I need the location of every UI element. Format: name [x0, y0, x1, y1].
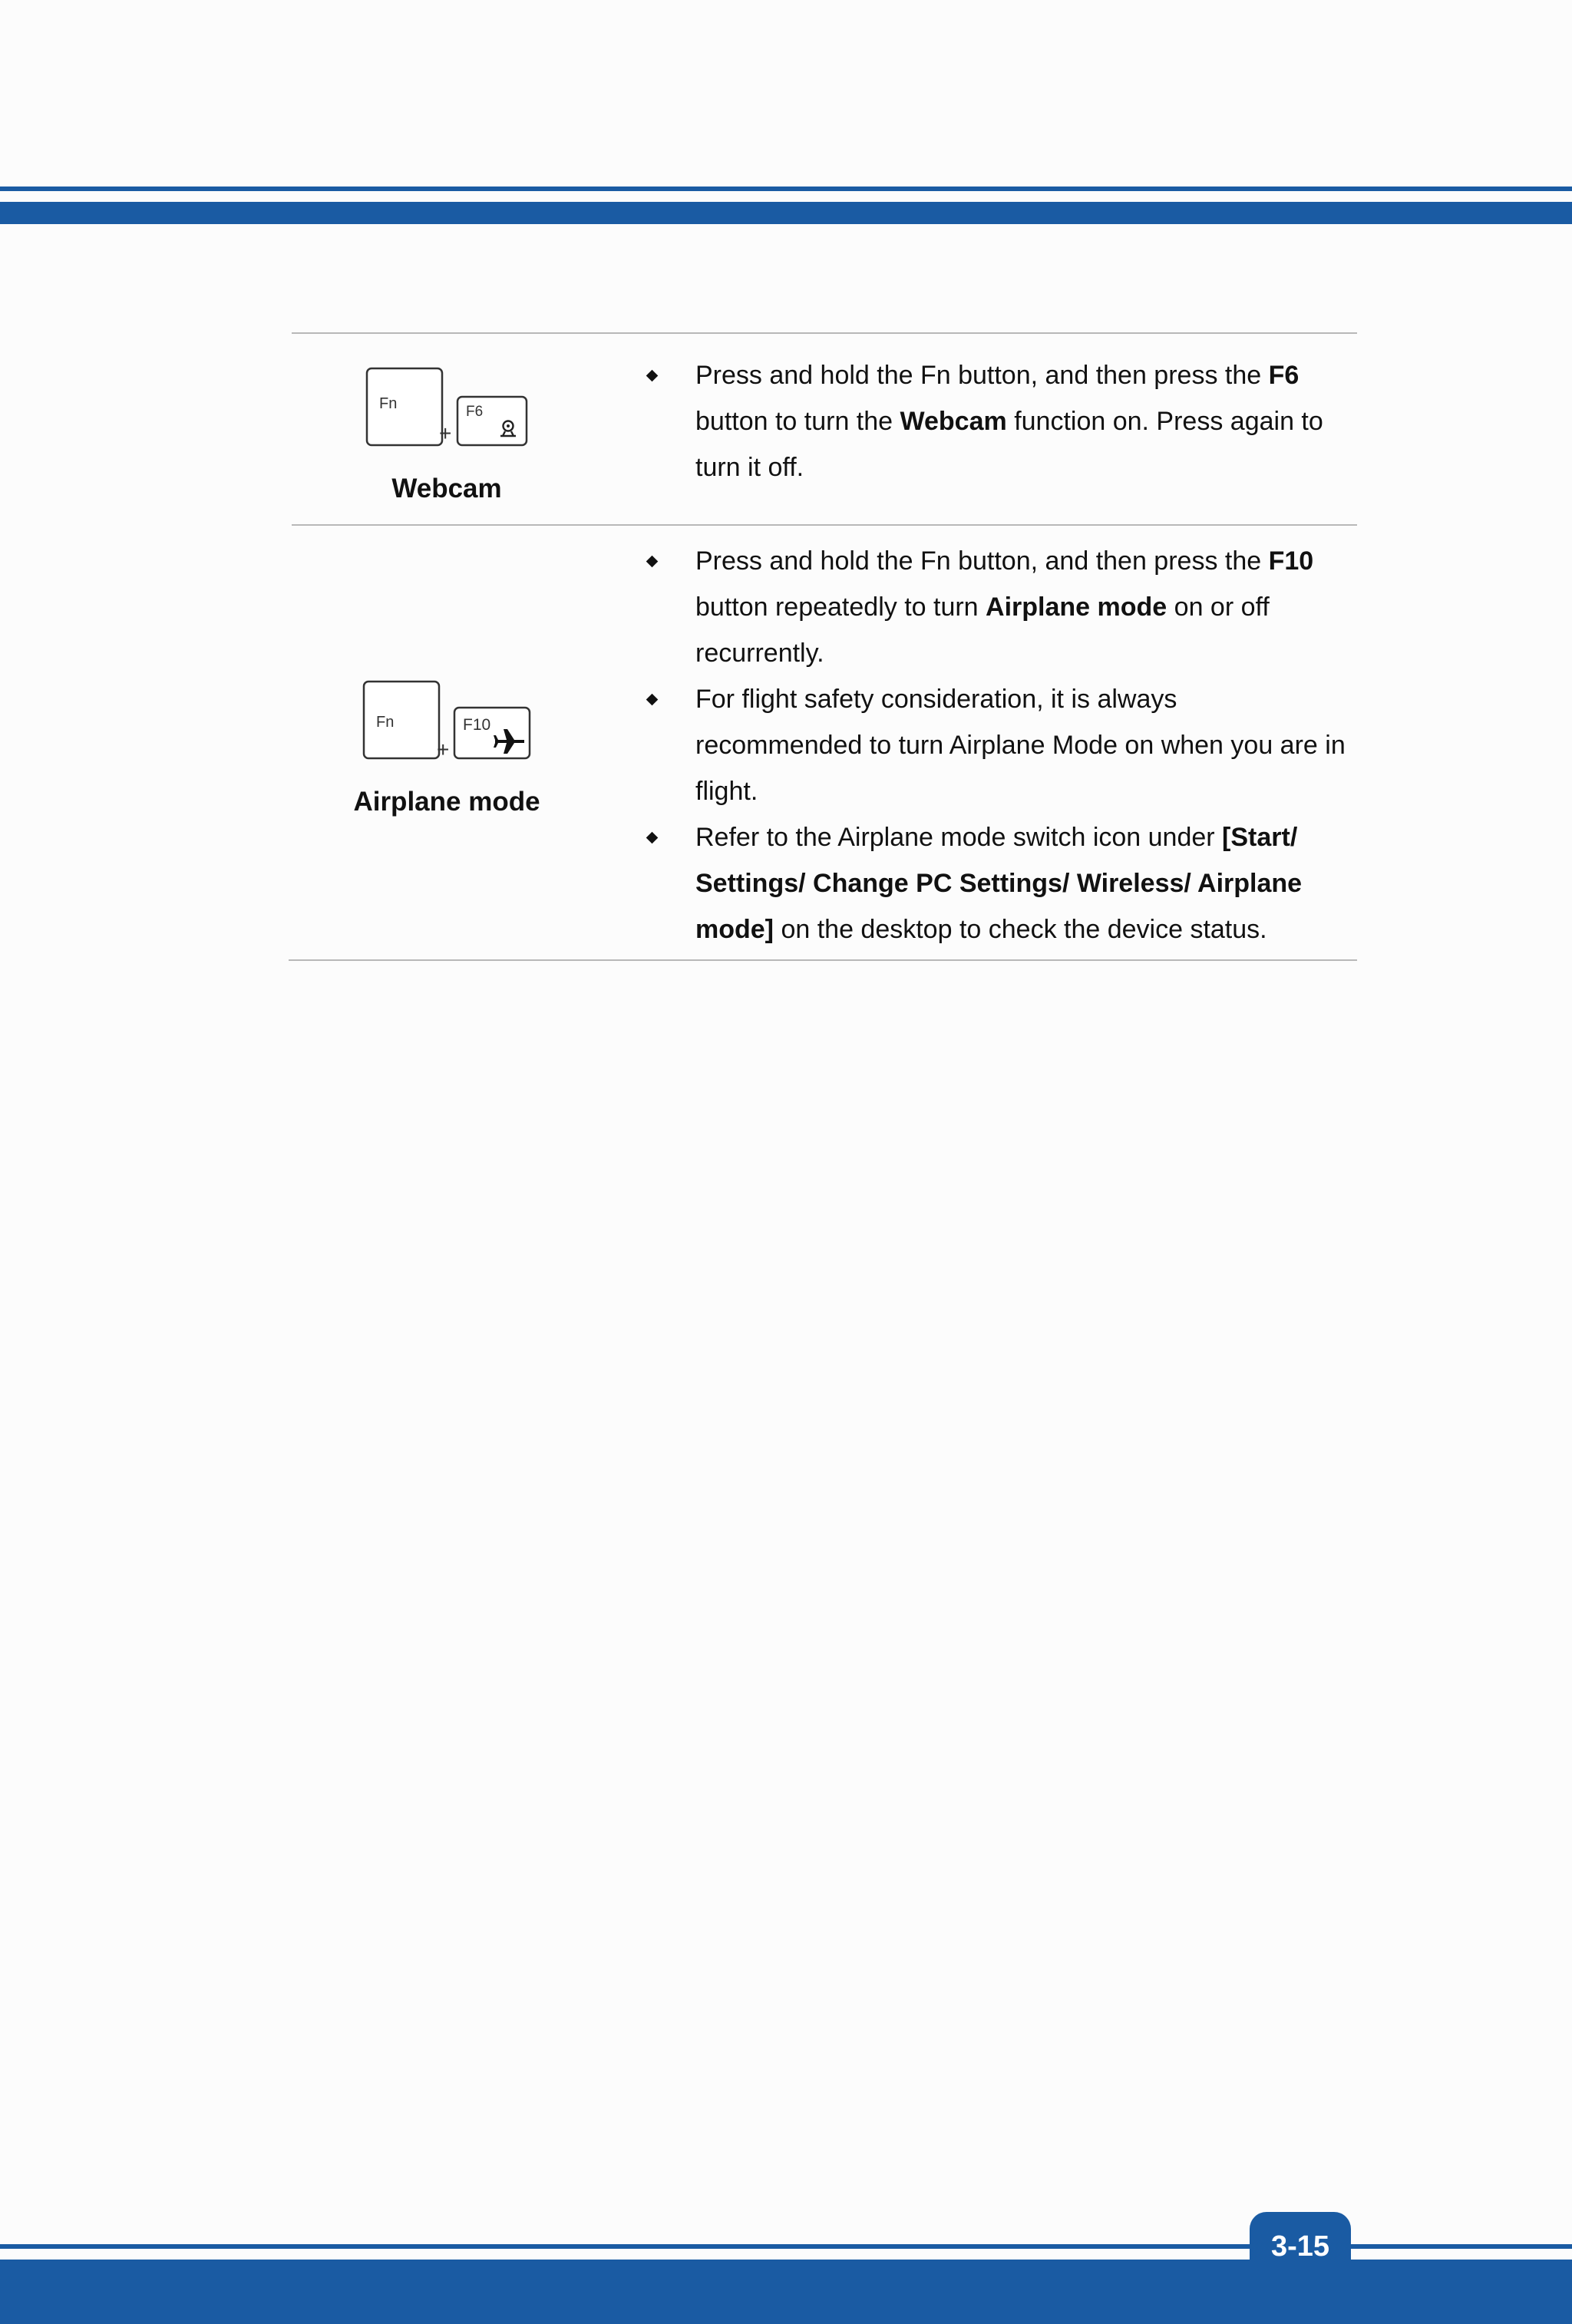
bullet-diamond-icon [646, 556, 659, 568]
text-run-bold: F6 [1268, 361, 1300, 390]
text-run: button to turn the [695, 407, 900, 436]
bullet-diamond-icon [646, 832, 659, 844]
webcam-caption: Webcam [391, 474, 502, 503]
text-run-bold: [Start/ Settings/ Change PC Settings/ Wireless/ Airplane mode] [695, 823, 1303, 944]
text-run-bold: F10 [1268, 546, 1314, 576]
table-rule-top [292, 332, 1357, 334]
airplane-mode-caption: Airplane mode [353, 787, 540, 817]
text-run: on the desktop to check the device status. [774, 915, 1267, 944]
airplane-mode-bullets [640, 538, 1346, 952]
page-number-badge: 3-15 [1250, 2212, 1351, 2281]
text-run: Press and hold the Fn button, and then press the [695, 361, 1269, 390]
text-run: For flight safety consideration, it is always recommended to turn Airplane Mode on when you are in flight. [695, 685, 1346, 806]
fn-key-label: Fn [379, 395, 398, 412]
text-run: Press and hold the Fn button, and then press the [695, 546, 1269, 576]
text-run: Refer to the Airplane mode switch icon under [695, 823, 1223, 852]
fn-key [364, 682, 439, 758]
webcam-bullets [640, 352, 1346, 490]
text-run-bold: Webcam [900, 407, 1007, 436]
bullet-diamond-icon [646, 370, 659, 382]
text-run: function on. Press again to turn it off. [695, 407, 1323, 482]
bullet-diamond-icon [646, 694, 659, 706]
fn-f6-key-combo-icon [361, 361, 537, 453]
header-rule-thin [0, 187, 1572, 191]
airplane-bullet-2 [640, 676, 1346, 814]
table-rule-bottom [289, 959, 1357, 961]
f6-key-label: F6 [466, 404, 484, 420]
text-run-bold: Airplane mode [986, 593, 1167, 622]
header-band [0, 202, 1572, 224]
table-rule-middle [292, 524, 1357, 526]
plus-sign: + [437, 738, 450, 761]
webcam-bullet-1 [640, 352, 1346, 490]
plus-sign: + [439, 421, 452, 445]
airplane-bullet-3 [640, 814, 1346, 952]
text-run: button repeatedly to turn [695, 593, 986, 622]
fn-f10-key-combo-icon [358, 674, 542, 766]
f10-key-label: F10 [463, 716, 491, 734]
fn-key [367, 368, 442, 445]
fn-key-label: Fn [376, 714, 395, 731]
airplane-bullet-1 [640, 538, 1346, 676]
text-run: on or off recurrently. [695, 593, 1270, 668]
